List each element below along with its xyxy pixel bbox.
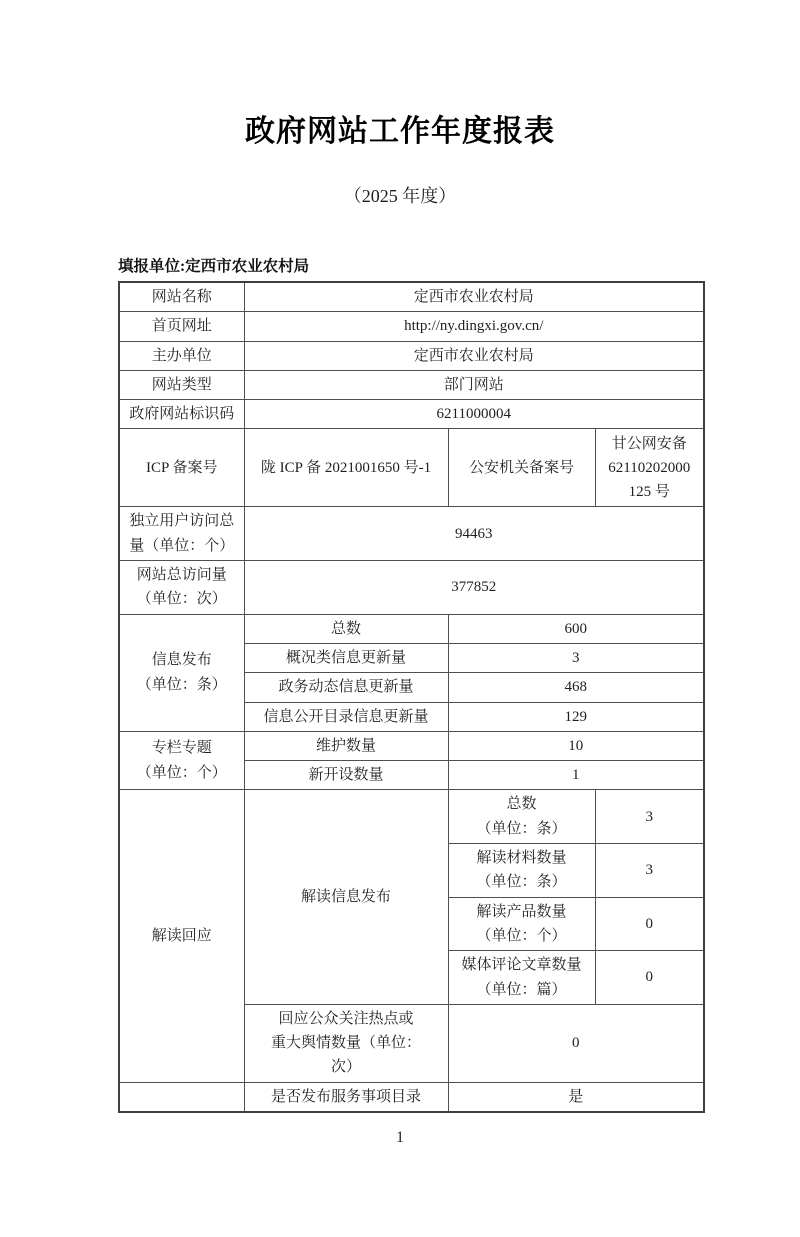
new-count-label: 新开设数量 <box>244 761 448 790</box>
interp-total-value: 3 <box>595 790 704 844</box>
info-dynamic-value: 468 <box>448 673 704 702</box>
table-row <box>119 341 704 370</box>
unique-visitors-value: 94463 <box>244 507 704 561</box>
site-type-value: 部门网站 <box>244 370 704 399</box>
site-type-label: 网站类型 <box>119 370 244 399</box>
maintain-count-value: 10 <box>448 731 704 760</box>
table-row <box>119 282 704 312</box>
info-total-label: 总数 <box>244 614 448 643</box>
info-overview-value: 3 <box>448 643 704 672</box>
info-catalog-value: 129 <box>448 702 704 731</box>
reporting-unit: 填报单位:定西市农业农村局 <box>118 258 310 275</box>
icp-label: ICP 备案号 <box>119 429 244 507</box>
icp-value: 陇 ICP 备 2021001650 号-1 <box>244 429 448 507</box>
interp-media-value: 0 <box>595 951 704 1005</box>
info-catalog-label: 信息公开目录信息更新量 <box>244 702 448 731</box>
interpretation-publish-label: 解读信息发布 <box>244 790 448 1004</box>
organizer-value: 定西市农业农村局 <box>244 341 704 370</box>
info-total-value: 600 <box>448 614 704 643</box>
table-row <box>119 429 704 507</box>
new-count-value: 1 <box>448 761 704 790</box>
page-title: 政府网站工作年度报表 <box>245 115 555 148</box>
site-name-label: 网站名称 <box>119 282 244 312</box>
interp-product-value: 0 <box>595 897 704 951</box>
service-catalog-value: 是 <box>448 1082 704 1112</box>
table-row <box>119 1082 704 1112</box>
site-code-label: 政府网站标识码 <box>119 400 244 429</box>
page-subtitle: （2025 年度） <box>343 186 457 206</box>
organizer-label: 主办单位 <box>119 341 244 370</box>
annual-report-table <box>118 281 705 1113</box>
home-url-label: 首页网址 <box>119 312 244 341</box>
site-code-value: 6211000004 <box>244 400 704 429</box>
security-filing-label: 公安机关备案号 <box>448 429 595 507</box>
interpretation-label: 解读回应 <box>119 790 244 1082</box>
info-dynamic-label: 政务动态信息更新量 <box>244 673 448 702</box>
total-visits-label: 网站总访问量 （单位：次） <box>119 561 244 615</box>
table-row <box>119 400 704 429</box>
unique-visitors-label: 独立用户访问总 量（单位：个） <box>119 507 244 561</box>
page-number: 1 <box>396 1129 404 1147</box>
table-row <box>119 614 704 643</box>
security-filing-value: 甘公网安备 62110202000 125 号 <box>595 429 704 507</box>
table-row <box>119 561 704 615</box>
home-url-value: http://ny.dingxi.gov.cn/ <box>244 312 704 341</box>
table-row <box>119 312 704 341</box>
site-name-value: 定西市农业农村局 <box>244 282 704 312</box>
total-visits-value: 377852 <box>244 561 704 615</box>
interp-media-label: 媒体评论文章数量 （单位：篇） <box>448 951 595 1005</box>
interp-product-label: 解读产品数量 （单位：个） <box>448 897 595 951</box>
service-catalog-label: 是否发布服务事项目录 <box>244 1082 448 1112</box>
table-row <box>119 731 704 760</box>
empty-cell <box>119 1082 244 1112</box>
maintain-count-label: 维护数量 <box>244 731 448 760</box>
response-hotspot-value: 0 <box>448 1004 704 1082</box>
response-hotspot-label: 回应公众关注热点或 重大舆情数量（单位： 次） <box>244 1004 448 1082</box>
table-row <box>119 370 704 399</box>
table-row <box>119 507 704 561</box>
interp-total-label: 总数 （单位：条） <box>448 790 595 844</box>
document-page <box>0 106 800 1237</box>
interp-material-value: 3 <box>595 844 704 898</box>
interp-material-label: 解读材料数量 （单位：条） <box>448 844 595 898</box>
special-columns-label: 专栏专题 （单位：个） <box>119 731 244 790</box>
info-publish-label: 信息发布 （单位：条） <box>119 614 244 731</box>
table-row <box>119 790 704 844</box>
info-overview-label: 概况类信息更新量 <box>244 643 448 672</box>
